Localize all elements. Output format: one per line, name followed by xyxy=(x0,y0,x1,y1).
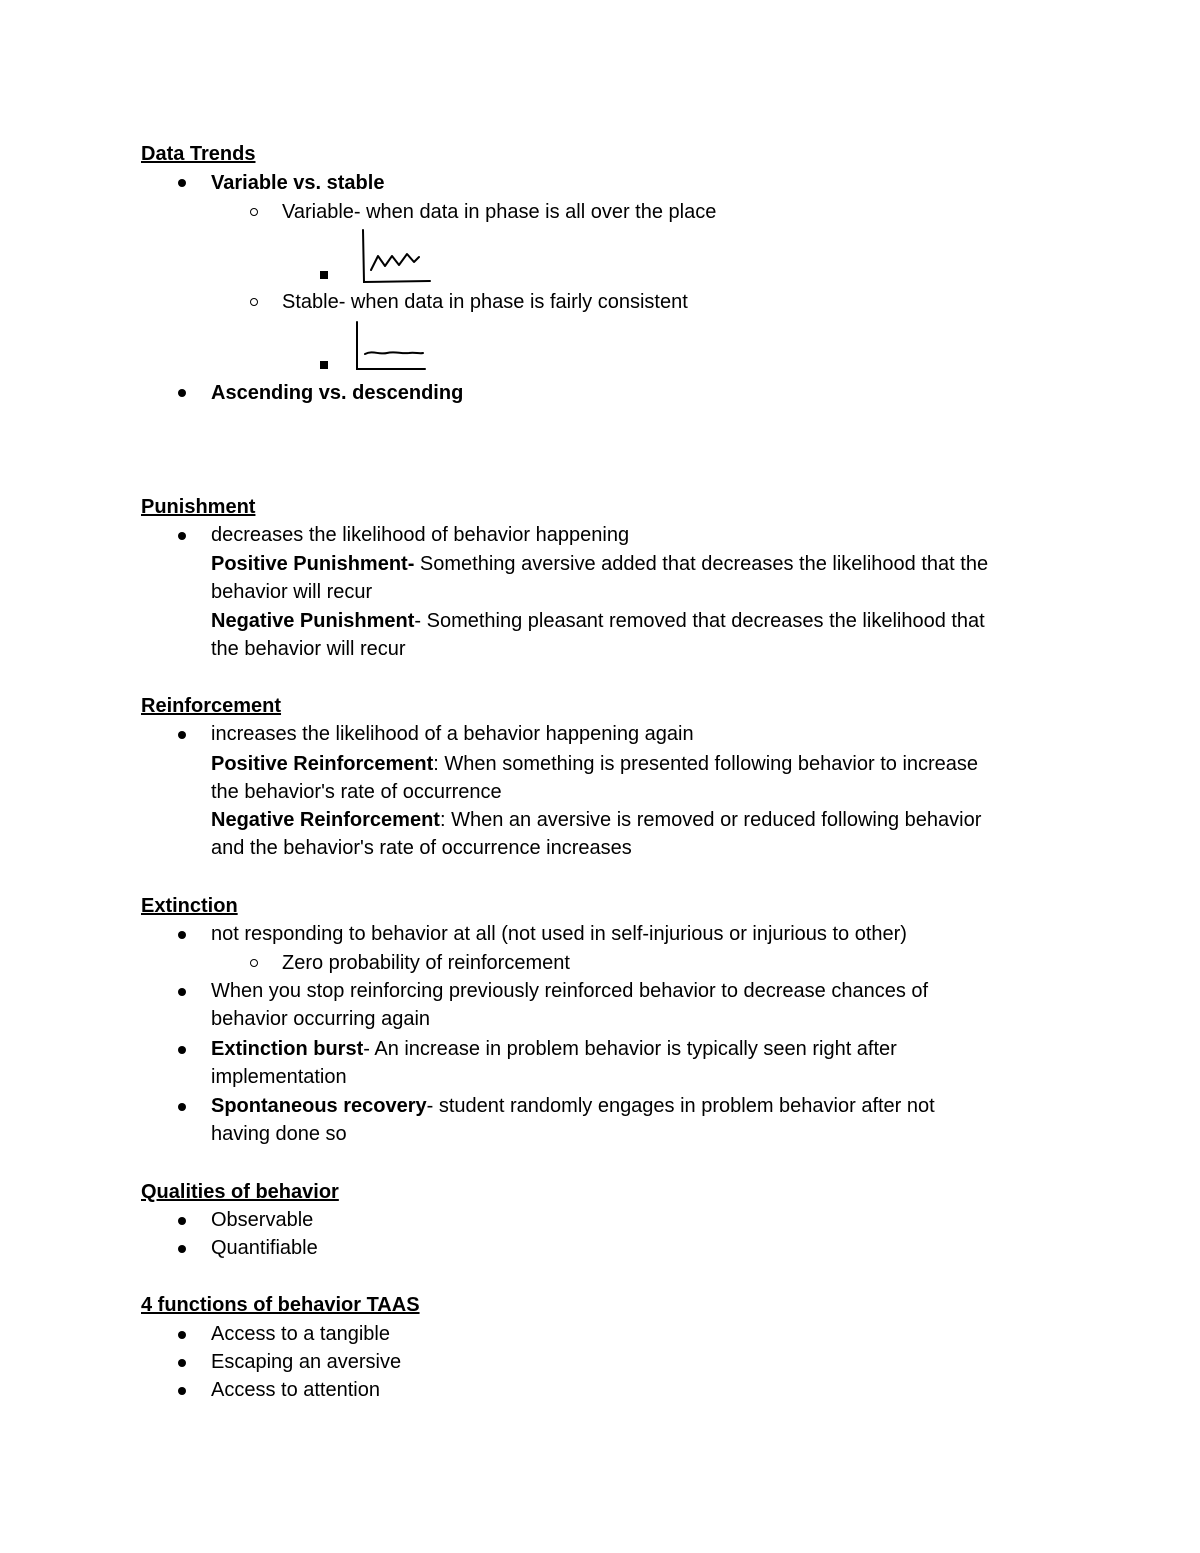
negative-reinforcement-term: Negative Reinforcement xyxy=(211,809,440,831)
positive-punishment-line-1 xyxy=(211,550,988,578)
negative-punishment-line-1 xyxy=(211,607,985,635)
stable-trend-sketch xyxy=(351,318,429,374)
list-item: Escaping an aversive xyxy=(211,1351,402,1373)
zero-probability: Zero probability of reinforcement xyxy=(282,952,570,974)
positive-punishment-term: Positive Punishment- xyxy=(211,553,415,575)
bullet-disc xyxy=(178,1359,186,1367)
list-item: Access to a tangible xyxy=(211,1323,390,1345)
positive-punishment-text: Something aversive added that decreases the likelihood that the xyxy=(414,553,989,575)
list-item: Access to attention xyxy=(211,1379,380,1401)
spontaneous-recovery-line-2: having done so xyxy=(211,1123,347,1145)
bullet-square xyxy=(320,271,328,279)
bullet-disc xyxy=(178,988,186,996)
bullet-disc xyxy=(178,1217,186,1225)
heading-reinforcement: Reinforcement xyxy=(141,695,282,717)
ascending-vs-descending: Ascending vs. descending xyxy=(211,382,464,404)
bullet-square xyxy=(320,361,328,369)
bullet-disc xyxy=(178,1387,186,1395)
bullet-disc xyxy=(178,731,186,739)
extinction-burst-text: - An increase in problem behavior is typically seen right after xyxy=(363,1038,897,1060)
stop-reinforcing-line-2: behavior occurring again xyxy=(211,1008,431,1030)
bullet-disc xyxy=(178,931,186,939)
negative-reinforcement-line-2: and the behavior's rate of occurrence increases xyxy=(211,837,632,859)
list-item: Quantifiable xyxy=(211,1237,318,1259)
bullet-disc xyxy=(178,532,186,540)
negative-punishment-text: - Something pleasant removed that decreases the likelihood that xyxy=(414,610,985,632)
negative-reinforcement-line-1 xyxy=(211,806,981,834)
positive-reinforcement-line-2: the behavior's rate of occurrence xyxy=(211,781,502,803)
reinforcement-definition: increases the likelihood of a behavior happening again xyxy=(211,723,694,745)
extinction-definition: not responding to behavior at all (not used in self-injurious or injurious to other) xyxy=(211,923,907,945)
bullet-disc xyxy=(178,1245,186,1253)
positive-reinforcement-term: Positive Reinforcement xyxy=(211,753,434,775)
positive-reinforcement-line-1 xyxy=(211,750,978,778)
heading-qualities: Qualities of behavior xyxy=(141,1181,339,1203)
spontaneous-recovery-term: Spontaneous recovery xyxy=(211,1095,427,1117)
spontaneous-recovery-text: - student randomly engages in problem behavior after not xyxy=(426,1095,935,1117)
variable-vs-stable: Variable vs. stable xyxy=(211,172,385,194)
positive-reinforcement-text: : When something is presented following behavior to increase xyxy=(433,753,979,775)
bullet-disc xyxy=(178,179,186,187)
bullet-disc xyxy=(178,1103,186,1111)
negative-reinforcement-text: : When an aversive is removed or reduced following behavior xyxy=(439,809,982,831)
bullet-circle xyxy=(250,208,258,216)
stop-reinforcing-line-1: When you stop reinforcing previously reinforced behavior to decrease chances of xyxy=(211,980,929,1002)
variable-definition: Variable- when data in phase is all over the place xyxy=(282,201,717,223)
negative-punishment-term: Negative Punishment xyxy=(211,610,415,632)
spontaneous-recovery-line-1 xyxy=(211,1092,935,1120)
negative-punishment-line-2: the behavior will recur xyxy=(211,638,406,660)
extinction-burst-term: Extinction burst xyxy=(211,1038,364,1060)
extinction-burst-line-2: implementation xyxy=(211,1066,347,1088)
heading-extinction: Extinction xyxy=(141,895,238,917)
bullet-circle xyxy=(250,298,258,306)
bullet-circle xyxy=(250,959,258,967)
bullet-disc xyxy=(178,389,186,397)
extinction-burst-line-1 xyxy=(211,1035,897,1063)
list-item: Observable xyxy=(211,1209,314,1231)
stable-definition: Stable- when data in phase is fairly consistent xyxy=(282,291,688,313)
punishment-definition: decreases the likelihood of behavior happening xyxy=(211,524,630,546)
bullet-disc xyxy=(178,1331,186,1339)
heading-punishment: Punishment xyxy=(141,496,256,518)
bullet-disc xyxy=(178,1046,186,1054)
heading-data-trends: Data Trends xyxy=(141,143,256,165)
variable-trend-sketch xyxy=(358,226,434,284)
positive-punishment-line-2: behavior will recur xyxy=(211,581,373,603)
heading-functions: 4 functions of behavior TAAS xyxy=(141,1294,420,1316)
